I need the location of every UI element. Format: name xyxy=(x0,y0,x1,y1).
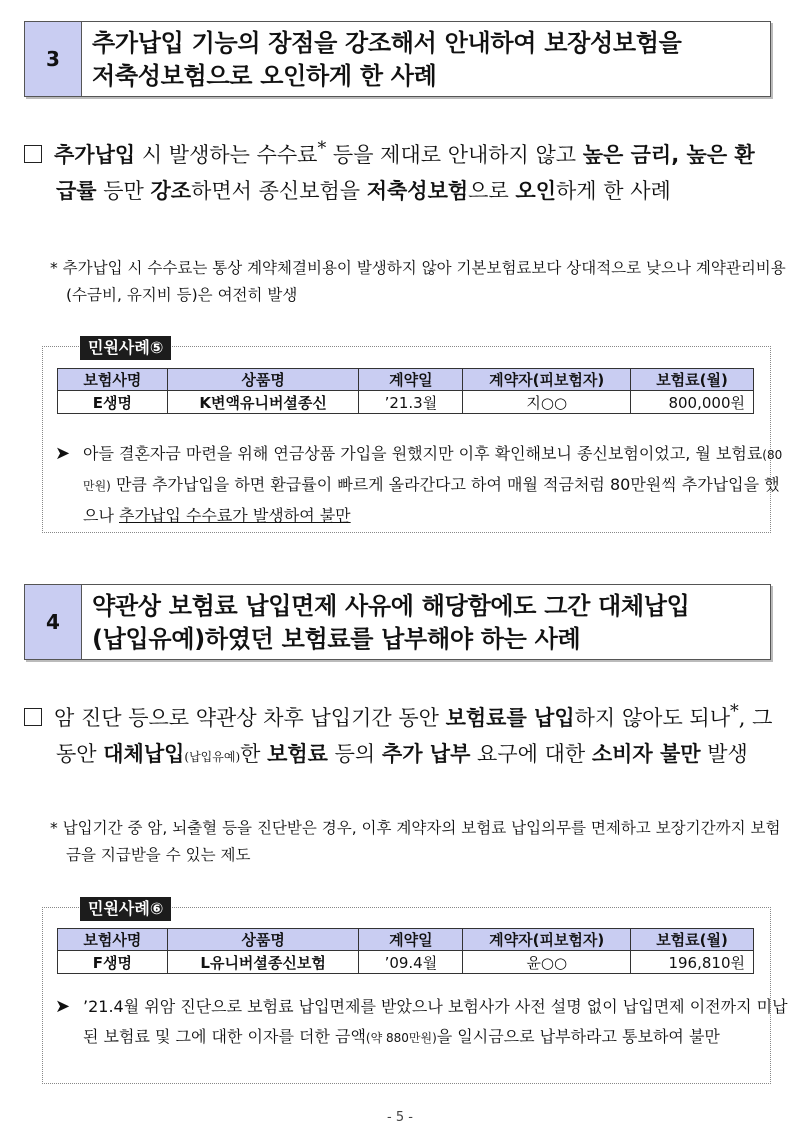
table-cell: ’21.3월 xyxy=(359,391,463,414)
case-label: 민원사례⑤ xyxy=(80,336,171,360)
section-title xyxy=(82,585,770,659)
section-3-heading xyxy=(24,21,771,97)
table-cell: E생명 xyxy=(58,391,168,414)
table-header: 계약자(피보험자) xyxy=(463,369,631,391)
table-header: 보험료(월) xyxy=(631,929,754,951)
footnote: * 추가납입 시 수수료는 통상 계약체결비용이 발생하지 않아 기본보험료보다 상대적으로 낮으나 계약관리비용(수금비, 유지비 등)은 여전히 발생 xyxy=(50,259,786,304)
section-title-line: (납입유예)하였던 보험료를 납부해야 하는 사례 xyxy=(92,625,581,653)
section-title-line: 추가납입 기능의 장점을 강조해서 안내하여 보장성보험을 xyxy=(92,29,682,57)
table-header: 보험사명 xyxy=(58,929,168,951)
case-table xyxy=(57,368,754,414)
footnote: * 납입기간 중 암, 뇌출혈 등을 진단받은 경우, 이후 계약자의 보험료 납입의무를 면제하고 보장기간까지 보험금을 지급받을 수 있는 제도 xyxy=(50,819,781,864)
table-cell: 윤○○ xyxy=(463,951,631,974)
table-cell: 지○○ xyxy=(463,391,631,414)
table-row xyxy=(58,951,754,974)
table-cell: 196,810원 xyxy=(631,951,754,974)
table-header: 계약일 xyxy=(359,369,463,391)
table-header-row xyxy=(58,369,754,391)
arrow-bullet-icon: ➤ xyxy=(55,443,71,464)
checkbox-bullet-icon xyxy=(24,708,42,726)
section-3-summary: 추가납입 시 발생하는 수수료* 등을 제대로 안내하지 않고 높은 금리, 높은 환급률 등만 강조하면서 종신보험을 저축성보험으로 오인하게 한 사례 xyxy=(24,131,774,209)
table-header: 보험사명 xyxy=(58,369,168,391)
checkbox-bullet-icon xyxy=(24,145,42,163)
section-number: 3 xyxy=(25,22,82,96)
table-cell: K변액유니버셜종신 xyxy=(167,391,359,414)
table-header: 계약일 xyxy=(359,929,463,951)
section-title-line: 약관상 보험료 납입면제 사유에 해당함에도 그간 대체납입 xyxy=(92,592,690,620)
case-table xyxy=(57,928,754,974)
case-label: 민원사례⑥ xyxy=(80,897,171,921)
table-cell: ’09.4월 xyxy=(359,951,463,974)
case-description: ➤ 아들 결혼자금 마련을 위해 연금상품 가입을 원했지만 이후 확인해보니 종신보험이었고, 월 보험료(80만원) 만큼 추가납입을 하면 환급률이 빠르게 올라간다고 하여 매월 적금처럼 80만원씩 추가납입을 했으나 추가납입 수수료가 발생하여 불만 xyxy=(53,439,793,531)
section-title-line: 저축성보험으로 오인하게 한 사례 xyxy=(92,62,437,90)
table-cell: 800,000원 xyxy=(631,391,754,414)
table-header: 보험료(월) xyxy=(631,369,754,391)
case-description: ➤ ’21.4월 위암 진단으로 보험료 납입면제를 받았으나 보험사가 사전 설명 없이 납입면제 이전까지 미납된 보험료 및 그에 대한 이자를 더한 금액(약 880만원)을 일시금으로 납부하라고 통보하여 불만 xyxy=(53,992,793,1053)
section-4-summary: 암 진단 등으로 약관상 차후 납입기간 동안 보험료를 납입하지 않아도 되나*, 그동안 대체납입(납입유예)한 보험료 등의 추가 납부 요구에 대한 소비자 불만 발생 xyxy=(24,694,774,775)
table-header: 계약자(피보험자) xyxy=(463,929,631,951)
section-title xyxy=(82,22,770,96)
table-cell: F생명 xyxy=(58,951,168,974)
table-header: 상품명 xyxy=(167,929,359,951)
section-number: 4 xyxy=(25,585,82,659)
table-header: 상품명 xyxy=(167,369,359,391)
table-cell: L유니버셜종신보험 xyxy=(167,951,359,974)
case-box-6 xyxy=(42,907,788,1084)
table-header-row xyxy=(58,929,754,951)
page-number: - 5 - xyxy=(387,1110,413,1125)
table-row xyxy=(58,391,754,414)
section-4-heading xyxy=(24,584,771,660)
arrow-bullet-icon: ➤ xyxy=(55,996,71,1017)
case-box-5 xyxy=(42,346,783,533)
